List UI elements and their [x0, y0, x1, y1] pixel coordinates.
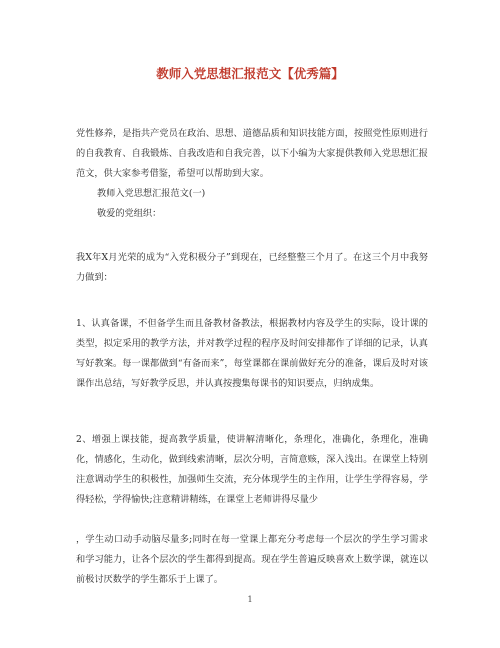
salutation: 敬爱的党组织：: [97, 208, 162, 219]
opening-paragraph: 我X年X月光荣的成为“入党积极分子”到现在，已经整整三个月了。在这三个月中我努力做到：: [76, 252, 428, 283]
point-1-paragraph: 1、认真备课，不但备学生而且备教材备教法，根据教材内容及学生的实际，设计课的类型，拟定采用的教学方法，并对教学过程的程序及时间安排都作了详细的记录，认真写好教案。每一课都做到“有备而来”，每堂课都在课前做好充分的准备，课后及时对该课作出总结，写好教学反思，并认真按搜集每课书的知识要点，归纳成集。: [76, 318, 428, 389]
point-2-continued-paragraph: ，学生动口动手动脑尽量多;同时在每一堂课上都充分考虑每一个层次的学生学习需求和学习能力，让各个层次的学生都得到提高。现在学生普遍反映喜欢上数学课，就连以前极讨厌数学的学生都乐于上课了。: [76, 534, 428, 585]
intro-paragraph: 党性修养，是指共产党员在政治、思想、道德品质和知识技能方面，按照党性原则进行的自我教育、自我锻炼、自我改造和自我完善，以下小编为大家提供教师入党思想汇报范文，供大家参考借鉴，希望可以帮助到大家。: [76, 128, 428, 179]
document-title: 教师入党思想汇报范文【优秀篇】: [156, 66, 344, 81]
page-number: 1: [247, 595, 253, 604]
subheading: 教师入党思想汇报范文(一): [97, 188, 206, 199]
point-2-paragraph: 2、增强上课技能，提高教学质量，使讲解清晰化，条理化，准确化，条理化，准确化，情感化，生动化，做到线索清晰，层次分明，言简意赅，深入浅出。在课堂上特别注意调动学生的积极性，加强师生交流，充分体现学生的主作用，让学生学得容易，学得轻松，学得愉快;注意精讲精练，在课堂上老师讲得尽量少: [76, 434, 428, 505]
